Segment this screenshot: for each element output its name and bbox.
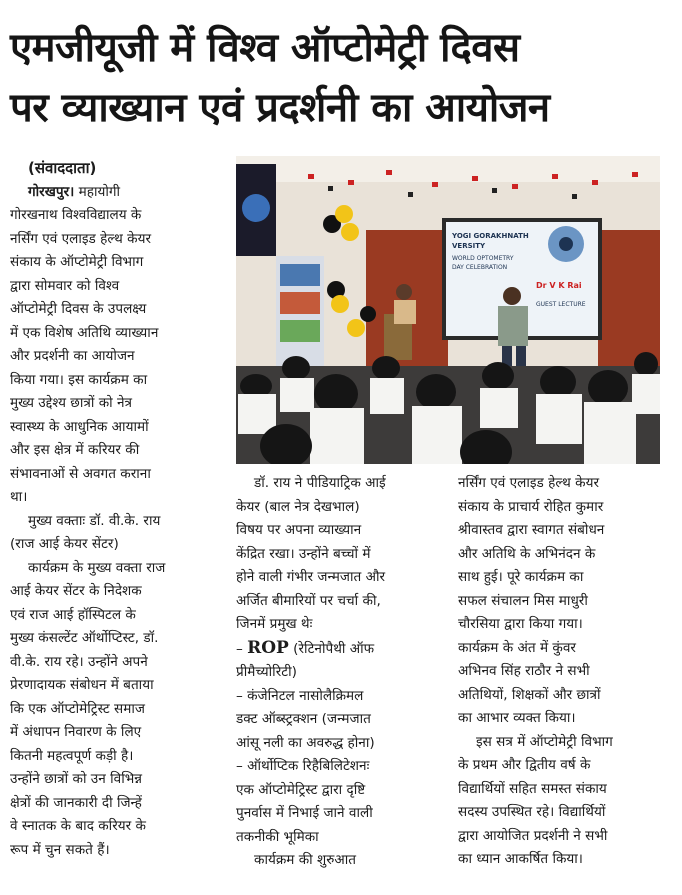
balloon-black	[360, 306, 376, 322]
col1-line: कि एक ऑप्टोमेट्रिस्ट समाज	[10, 700, 145, 717]
col2-line: एक ऑप्टोमेट्रिस्ट द्वारा दृष्टि	[236, 781, 366, 798]
col1-line-0: गोरखपुर। महायोगी	[10, 181, 224, 205]
col1-line: आई केयर सेंटर के निदेशक	[10, 583, 142, 599]
col1-line: कितनी महत्वपूर्ण कड़ी है।	[10, 747, 134, 764]
col3-line: सफल संचालन मिस माधुरी	[458, 592, 588, 609]
col3-line: अभिनव सिंह राठौर ने सभी	[458, 663, 590, 679]
col2-line: डॉ. राय ने पीडियाट्रिक आई	[254, 475, 386, 491]
col1-line: (राज आई केयर सेंटर)	[10, 536, 119, 552]
col2-line: प्रीमैच्योरिटी)	[236, 664, 297, 680]
col3-line: अतिथियों, शिक्षकों और छात्रों	[458, 686, 601, 703]
balloon-yellow	[341, 223, 359, 241]
col1-line: एवं राज आई हॉस्पिटल के	[10, 606, 136, 623]
article-column-2	[236, 472, 436, 873]
article-column-1	[10, 157, 224, 862]
col1-line: द्वारा सोमवार को विश्व	[10, 277, 120, 294]
article-column-3	[458, 472, 672, 872]
col1-line: और प्रदर्शनी का आयोजन	[10, 348, 135, 364]
col1-line: था।	[10, 489, 28, 505]
col1-line: रूप में चुन सकते हैं।	[10, 841, 110, 858]
col3-line: सदस्य उपस्थित रहे। विद्यार्थियों	[458, 804, 606, 820]
col2-line: – कंजेनिटल नासोलैक्रिमल	[236, 687, 364, 704]
person-at-podium-head	[396, 284, 412, 300]
col1-line: प्रेरणादायक संबोधन में बताया	[10, 677, 154, 693]
dateline: गोरखपुर।	[28, 183, 75, 200]
col3-line: चौरसिया द्वारा किया गया।	[458, 616, 583, 632]
col3-line: के प्रथम और द्वितीय वर्ष के	[458, 757, 591, 773]
col2-line: होने वाली गंभीर जन्मजात और	[236, 569, 386, 585]
screen-text: VERSITY	[452, 242, 486, 250]
col1-line: मुख्य उद्देश्य छात्रों को नेत्र	[10, 395, 133, 411]
speaker-vest	[498, 306, 528, 346]
col1-line: क्षेत्रों की जानकारी दी जिन्हें	[10, 794, 142, 811]
col3-line: श्रीवास्तव द्वारा स्वागत संबोधन	[458, 522, 605, 538]
col2-line: डक्ट ऑब्स्ट्रक्शन (जन्मजात	[236, 711, 371, 727]
col1-line: गोरखनाथ विश्वविद्यालय के	[10, 207, 142, 223]
speaker-head	[503, 287, 521, 305]
event-photo-illustration	[236, 156, 660, 464]
col3-line: नर्सिंग एवं एलाइड हेल्थ केयर	[458, 475, 600, 491]
screen-text: YOGI GORAKHNATH	[452, 232, 529, 240]
col2-line: जिनमें प्रमुख थेः	[236, 616, 313, 632]
col3-line: विद्यार्थियों सहित समस्त संकाय	[458, 780, 607, 797]
col1-line: ऑप्टोमेट्री दिवस के उपलक्ष्य	[10, 301, 147, 317]
screen-speaker: Dr V K Rai	[536, 281, 582, 290]
col2-line: अर्जित बीमारियों पर चर्चा की,	[236, 592, 381, 609]
event-photo	[236, 156, 660, 464]
col1-line: नर्सिंग एवं एलाइड हेल्थ केयर	[10, 230, 152, 247]
col1-line: वे स्नातक के बाद करियर के	[10, 818, 146, 834]
col1-line: वी.के. राय रहे। उन्होंने अपने	[10, 653, 148, 670]
col2-line: केयर (बाल नेत्र देखभाल)	[236, 498, 360, 515]
col3-line: साथ हुई। पूरे कार्यक्रम का	[458, 569, 584, 585]
headline-line-2: पर व्याख्यान एवं प्रदर्शनी का आयोजन	[10, 85, 550, 131]
col2-line: तकनीकी भूमिका	[236, 828, 319, 845]
col1-line: मुख्य कंसल्टेंट ऑर्थोप्टिस्ट, डॉ.	[10, 630, 159, 646]
col2-line: केंद्रित रखा। उन्होंने बच्चों में	[236, 545, 371, 562]
subheading-speaker: मुख्य वक्ताः डॉ. वी.के. राय	[28, 512, 161, 529]
screen-text: DAY CELEBRATION	[452, 264, 508, 271]
screen-caption: GUEST LECTURE	[536, 301, 586, 308]
col3-line: और अतिथि के अभिनंदन के	[458, 545, 596, 562]
col2-line: कार्यक्रम की शुरुआत	[254, 852, 357, 868]
col3-line: का आभार व्यक्त किया।	[458, 710, 576, 726]
col3-line: इस सत्र में ऑप्टोमेट्री विभाग	[476, 733, 613, 750]
screen-text: WORLD OPTOMETRY	[452, 255, 514, 262]
standee-eye-graphic	[242, 194, 270, 222]
col1-line: संकाय के ऑप्टोमेट्री विभाग	[10, 254, 144, 270]
balloon-yellow	[335, 205, 353, 223]
col2-line: आंसू नली का अवरुद्ध होना)	[236, 734, 375, 751]
col2-line-rop: – ROP (रेटिनोपैथी ऑफ	[236, 637, 375, 658]
byline: (संवाददाता)	[28, 159, 97, 177]
rop-term: ROP	[247, 637, 289, 658]
col1-line: में एक विशेष अतिथि व्याख्यान	[10, 324, 159, 341]
col3-line: संकाय के प्राचार्य रोहित कुमार	[458, 498, 604, 515]
col3-line: द्वारा आयोजित प्रदर्शनी ने सभी	[458, 827, 608, 844]
col3-line: कार्यक्रम के अंत में कुंवर	[458, 639, 576, 656]
col1-line: कार्यक्रम के मुख्य वक्ता राज	[28, 559, 166, 576]
col1-line: उन्होंने छात्रों को उन विभिन्न	[10, 771, 143, 787]
col1-line: स्वास्थ्य के आधुनिक आयामों	[10, 418, 149, 435]
headline-line-1: एमजीयूजी में विश्व ऑप्टोमेट्री दिवस	[10, 25, 520, 71]
col2-line: पुनर्वास में निभाई जाने वाली	[236, 805, 373, 821]
col3-line: का ध्यान आकर्षित किया।	[458, 851, 583, 867]
headline	[10, 18, 672, 138]
col1-line: संभावनाओं से अवगत कराना	[10, 465, 151, 482]
col1-line: और इस क्षेत्र में करियर की	[10, 442, 140, 458]
balloon-yellow	[331, 295, 349, 313]
col2-line: – ऑर्थोप्टिक रिहैबिलिटेशनः	[236, 758, 370, 774]
col1-line: में अंधापन निवारण के लिए	[10, 724, 142, 740]
col2-line: विषय पर अपना व्याख्यान	[236, 522, 362, 538]
ceiling	[236, 156, 660, 182]
balloon-yellow	[347, 319, 365, 337]
col1-line: किया गया। इस कार्यक्रम का	[10, 371, 148, 388]
